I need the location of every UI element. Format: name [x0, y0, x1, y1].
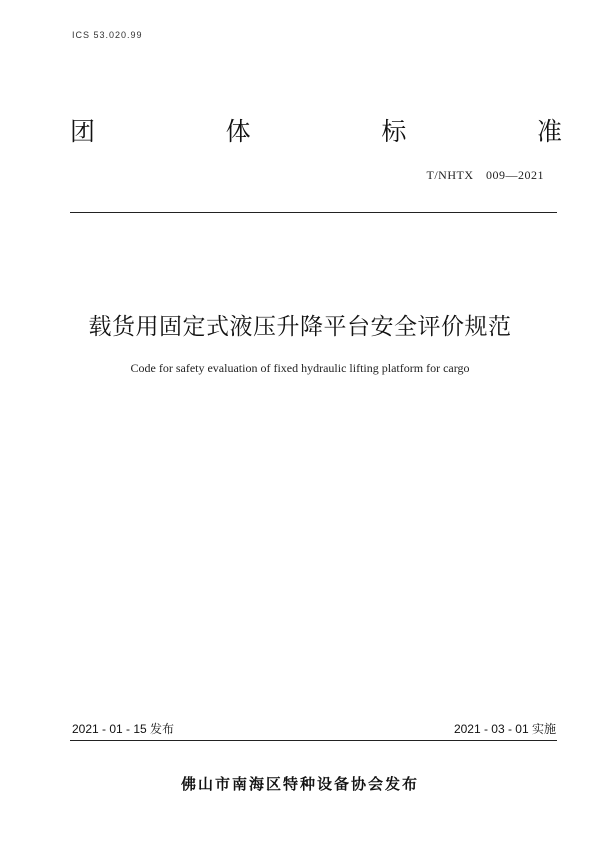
standard-type-char: 团 — [70, 117, 96, 146]
standard-number: T/NHTX 009—2021 — [426, 168, 544, 182]
standard-type-char: 体 — [225, 117, 251, 146]
document-title-chinese: 载货用固定式液压升降平台安全评价规范 — [88, 314, 512, 340]
issuing-organization: 佛山市南海区特种设备协会发布 — [180, 775, 419, 793]
issue-date: 2021 - 01 - 15 发布 — [72, 722, 175, 736]
standard-type-heading — [70, 112, 562, 148]
standard-type-char: 标 — [381, 117, 407, 146]
footer-divider — [70, 740, 557, 741]
implementation-date: 2021 - 03 - 01 实施 — [453, 722, 556, 736]
standard-type-char: 准 — [536, 117, 562, 146]
ics-code: ICS 53.020.99 — [72, 30, 143, 40]
header-divider — [70, 212, 557, 213]
document-title-english: Code for safety evaluation of fixed hydraulic lifting platform for cargo — [130, 361, 470, 375]
